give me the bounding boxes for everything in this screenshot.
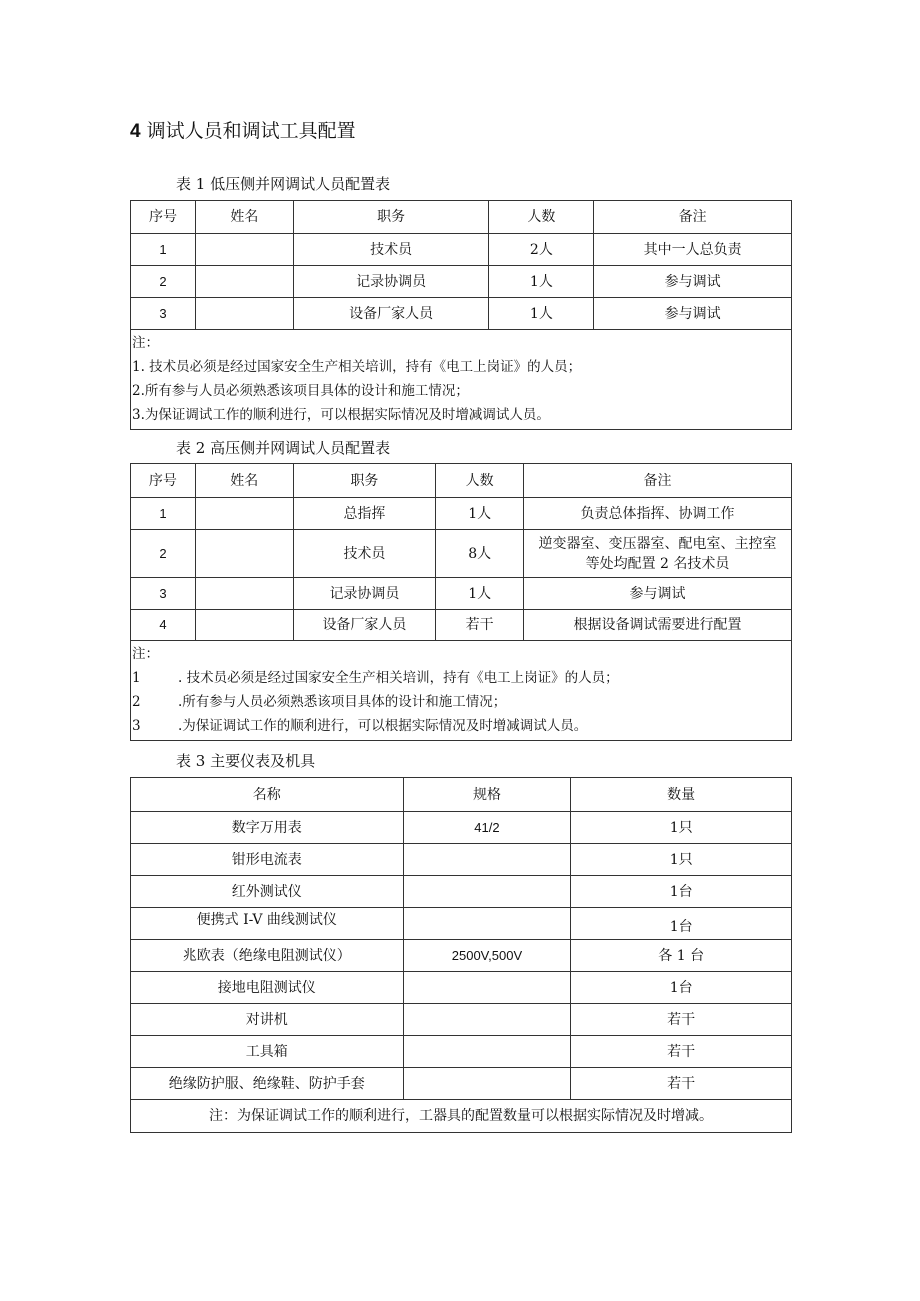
table2-cell-role: 技术员: [293, 530, 436, 578]
table2-cell-remark: 参与调试: [524, 578, 792, 610]
table1-cell-role: 技术员: [293, 234, 489, 266]
table3-cell-spec: [403, 876, 571, 908]
table1-cell-remark: 参与调试: [594, 298, 792, 330]
section-heading: [130, 116, 356, 143]
table1-cell-count: 2人: [489, 234, 594, 266]
table1-cell-name: [195, 234, 293, 266]
table3-cell-name: 数字万用表: [131, 812, 404, 844]
table2-cell-role: 设备厂家人员: [293, 610, 436, 641]
table-row: [131, 498, 792, 530]
table-row: [131, 1036, 792, 1068]
table1-caption: 表 1 低压侧并网调试人员配置表: [176, 175, 391, 193]
table2-cell-remark: 根据设备调试需要进行配置: [524, 610, 792, 641]
table3-note: 注：为保证调试工作的顺利进行，工器具的配置数量可以根据实际情况及时增减。: [131, 1100, 792, 1133]
table-row: [131, 972, 792, 1004]
table1-header-row: [131, 201, 792, 234]
table2-cell-no: 1: [131, 498, 196, 530]
table1-note-title: 注：: [132, 335, 159, 351]
table2-note-2: [132, 690, 790, 714]
table2-header-count: 人数: [436, 464, 524, 498]
table2-header-remark: 备注: [524, 464, 792, 498]
table2-note-1-text: . 技术员必须是经过国家安全生产相关培训，持有《电工上岗证》的人员；: [178, 670, 619, 686]
table2-notes-row: [131, 641, 792, 741]
table2-notes: [131, 641, 792, 741]
table1-cell-role: 记录协调员: [293, 266, 489, 298]
table2-header-name: 姓名: [195, 464, 293, 498]
table-row: [131, 844, 792, 876]
table1-cell-name: [195, 266, 293, 298]
table3-cell-spec: [403, 1068, 571, 1100]
table1-notes: [131, 330, 792, 430]
table3-cell-qty: 若干: [571, 1004, 792, 1036]
table3-cell-spec: 2500V,500V: [403, 940, 571, 972]
table1-note-2: 2.所有参与人员必须熟悉该项目具体的设计和施工情况；: [132, 383, 469, 399]
table-row: [131, 812, 792, 844]
table3-cell-spec: [403, 844, 571, 876]
table2-header-row: [131, 464, 792, 498]
table2-cell-count: 1人: [436, 498, 524, 530]
table3-cell-qty: 1台: [571, 908, 792, 940]
table1-cell-no: 3: [131, 298, 196, 330]
table2-cell-name: [195, 578, 293, 610]
table3-cell-qty: 1只: [571, 844, 792, 876]
table-row: [131, 234, 792, 266]
table3: [130, 777, 792, 1133]
table3-header-spec: 规格: [403, 778, 571, 812]
table2-cell-name: [195, 530, 293, 578]
table3-cell-qty: 1只: [571, 812, 792, 844]
table3-cell-name: 对讲机: [131, 1004, 404, 1036]
table2-cell-no: 4: [131, 610, 196, 641]
table1-cell-remark: 参与调试: [594, 266, 792, 298]
table2-note-1: [132, 666, 790, 690]
table-row: [131, 908, 792, 940]
table1-cell-no: 2: [131, 266, 196, 298]
table2-cell-no: 2: [131, 530, 196, 578]
table-row: [131, 578, 792, 610]
table1-cell-role: 设备厂家人员: [293, 298, 489, 330]
table1-header-count: 人数: [489, 201, 594, 234]
table2-note-3: [132, 714, 790, 738]
table1-header-role: 职务: [293, 201, 489, 234]
table1-cell-name: [195, 298, 293, 330]
table1-cell-count: 1人: [489, 266, 594, 298]
table3-cell-spec: [403, 908, 571, 940]
table1-note-3: 3.为保证调试工作的顺利进行，可以根据实际情况及时增减调试人员。: [132, 407, 550, 423]
table2-remark-line2: 等处均配置 2 名技术员: [585, 555, 730, 572]
table3-cell-qty: 若干: [571, 1036, 792, 1068]
table1-header-remark: 备注: [594, 201, 792, 234]
table3-cell-qty: 1台: [571, 972, 792, 1004]
section-title: 调试人员和调试工具配置: [146, 120, 356, 142]
table2-note-2-index: 2: [132, 694, 141, 710]
table-row: [131, 940, 792, 972]
table1-note-1: 1. 技术员必须是经过国家安全生产相关培训，持有《电工上岗证》的人员；: [132, 359, 582, 375]
table1-cell-count: 1人: [489, 298, 594, 330]
table-row: [131, 530, 792, 578]
table1-notes-row: [131, 330, 792, 430]
table3-cell-name: 红外测试仪: [131, 876, 404, 908]
table2-note-2-text: .所有参与人员必须熟悉该项目具体的设计和施工情况；: [178, 694, 507, 710]
table3-cell-spec: 41/2: [403, 812, 571, 844]
table3-cell-qty: 若干: [571, 1068, 792, 1100]
table3-header-name: 名称: [131, 778, 404, 812]
table2-remark-line1: 逆变器室、变压器室、配电室、主控室: [538, 535, 777, 552]
table1-cell-remark: 其中一人总负责: [594, 234, 792, 266]
table2-header-no: 序号: [131, 464, 196, 498]
table2-cell-count: 8人: [436, 530, 524, 578]
table1: [130, 200, 792, 430]
table2-cell-name: [195, 610, 293, 641]
table-row: [131, 610, 792, 641]
table3-cell-qty: 1台: [571, 876, 792, 908]
table-row: [131, 1068, 792, 1100]
table3-header-row: [131, 778, 792, 812]
table2-cell-name: [195, 498, 293, 530]
table2-cell-count: 若干: [436, 610, 524, 641]
table2-header-role: 职务: [293, 464, 436, 498]
table3-cell-spec: [403, 972, 571, 1004]
table2-note-3-index: 3: [132, 718, 141, 734]
table3-cell-name: 便携式 I-V 曲线测试仪: [131, 908, 404, 940]
table3-cell-name: 绝缘防护服、绝缘鞋、防护手套: [131, 1068, 404, 1100]
table2-cell-remark: [524, 530, 792, 578]
table2-caption: 表 2 高压侧并网调试人员配置表: [176, 439, 391, 457]
table3-cell-spec: [403, 1004, 571, 1036]
table3-header-qty: 数量: [571, 778, 792, 812]
table2-cell-role: 记录协调员: [293, 578, 436, 610]
table2-cell-remark: 负责总体指挥、协调工作: [524, 498, 792, 530]
table-row: [131, 298, 792, 330]
table-row: [131, 266, 792, 298]
table2-note-3-text: .为保证调试工作的顺利进行，可以根据实际情况及时增减调试人员。: [178, 718, 588, 734]
table2: [130, 463, 792, 741]
table2-cell-count: 1人: [436, 578, 524, 610]
table3-cell-spec: [403, 1036, 571, 1068]
table2-note-title: 注：: [132, 646, 159, 662]
table3-cell-name: 接地电阻测试仪: [131, 972, 404, 1004]
table2-cell-no: 3: [131, 578, 196, 610]
table3-cell-name: 工具箱: [131, 1036, 404, 1068]
table2-cell-role: 总指挥: [293, 498, 436, 530]
table1-cell-no: 1: [131, 234, 196, 266]
table3-caption: 表 3 主要仪表及机具: [176, 752, 316, 770]
section-number: 4: [130, 121, 141, 142]
table1-header-no: 序号: [131, 201, 196, 234]
table3-note-row: [131, 1100, 792, 1133]
table1-header-name: 姓名: [195, 201, 293, 234]
table3-cell-name: 兆欧表（绝缘电阻测试仪）: [131, 940, 404, 972]
table2-note-1-index: 1: [132, 670, 141, 686]
table3-cell-name: 钳形电流表: [131, 844, 404, 876]
table3-cell-qty: 各 1 台: [571, 940, 792, 972]
table-row: [131, 876, 792, 908]
table-row: [131, 1004, 792, 1036]
